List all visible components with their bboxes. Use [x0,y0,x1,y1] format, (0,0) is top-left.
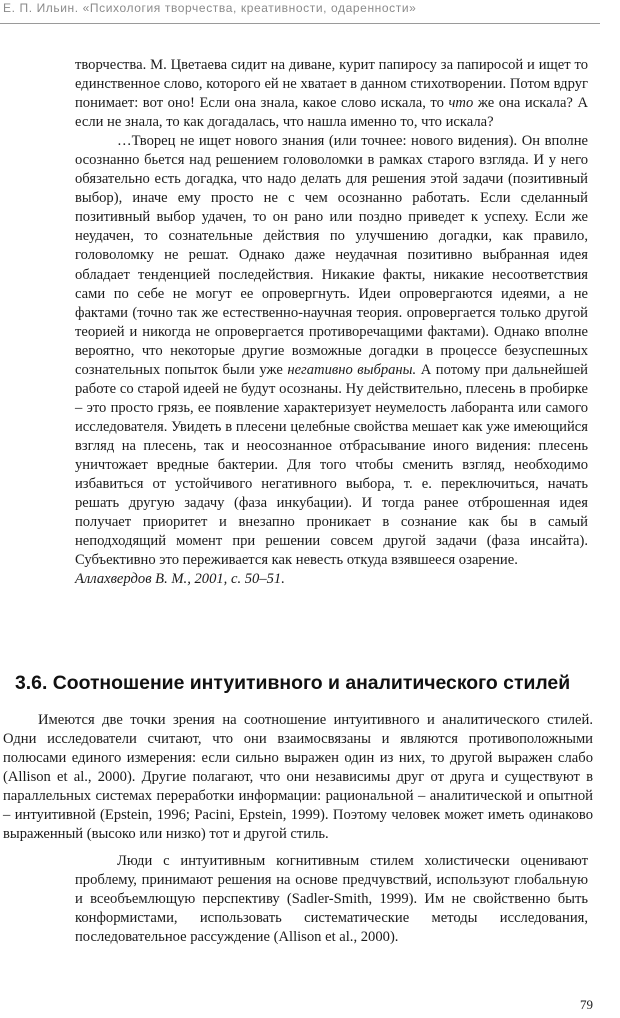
body-paragraph: Имеются две точки зрения на соотношение интуитивного и аналитического стилей. Одни исследователи считают, что они взаимосвязаны и являются противоположными полюсами единого измерения: если сильно выражен один из них, то другой выражен слабо (Allison et al., 2000). Другие полагают, что они независимы друг от друга и существуют в параллельных системах переработки информации: рациональной – аналитической и опытной – интуитивной (Epstein, 1996; Pacini, Epstein, 1999). Поэтому человек может иметь одинаково выраженный (высоко или низко) тот и другой стиль. [3,712,593,843]
page-number: 79 [580,997,593,1012]
quote-block-bottom [75,852,588,947]
quote-paragraph-2-end: А потому при дальнейшей работе со старой идеей не будут осознаны. Ну действительно, плесень в пробирке – это просто грязь, ее появление характеризует неумелость лаборанта или самого исследователя. Увидеть в плесени целебные свойства мешает как уже имеющийся взгляд на плесень, так и неосознанное отбрасывание иного видения: плесень уничтожает вредные бактерии. Для того чтобы сменить взгляд, необходимо избавиться от устойчивого негативного выбора, т. е. переключиться, начать решать другую задачу (фаза инкубации). И тогда ранее отброшенная идея получает приоритет и внезапно проникает в сознание как бы в самый неподходящий момент при решении совсем другой задачи (фаза инсайта). Субъективно это переживается как невесть откуда взявшееся озарение. [75,361,588,569]
quote-paragraph-1-italic: что [448,95,474,112]
body-text [3,711,593,844]
quote-paragraph-2-italic: негативно выбраны. [287,361,417,378]
quote-block-top [75,56,588,589]
quote-citation: Аллахвердов В. М., 2001, с. 50–51. [75,571,285,588]
quote-paragraph-1-text: творчества. М. Цветаева сидит на диване, курит папиросу за папиросой и ищет то единственное слово, которого ей не хватает в данном стихотворении. Потом вдруг понимает: вот оно! Если она знала, какое слово искала, то [75,57,588,112]
quote-paragraph-1-end: же она искала? А если не знала, то как догадалась, что нашла именно то, что искала? [75,95,589,131]
quote-paragraph-2-text: …Творец не ищет нового знания (или точнее: нового видения). Он вполне осознанно бьется над решением головоломки в рамках старого взгляда. И у него обязательно есть догадка, что надо делать для решения этой задачи (позитивный выбор), иначе ему просто не с чем осознанно работать. Если сделанный позитивный выбор удачен, то он рано или поздно приведет к успеху. Если же неудачен, то сознательные действия по улучшению догадки, как правило, головоломку не решат. Однако даже неудачная позитивно выбранная идея обладает тенденцией последействия. Никакие факты, никакие несоответствия сами по себе не могут ее опровергнуть. Идеи опровергаются идеями, а не фактами (точно так же естественно-научная теория. опровергается только другой теорией и никогда не опровергается противоречащими фактами). Однако вполне вероятно, что некоторые другие возможные догадки в процессе безуспешных сознательных попыток были уже [75,133,588,378]
quote-paragraph-1 [75,56,588,132]
running-head: Е. П. Ильин. «Психология творчества, креативности, одаренности» [3,1,417,15]
quote-paragraph-2 [75,132,588,570]
section-heading: 3.6. Соотношение интуитивного и аналитического стилей [15,672,571,694]
quote-bottom-paragraph: Люди с интуитивным когнитивным стилем холистически оценивают проблему, принимают решения на основе предчувствий, используют глобальную и всеобъемлющую перспективу (Sadler-Smith, 1999). Им не свойственно быть конформистами, использовать систематические методы исследования, последовательное рассуждение (Allison et al., 2000). [75,853,588,946]
header-rule [0,23,600,24]
